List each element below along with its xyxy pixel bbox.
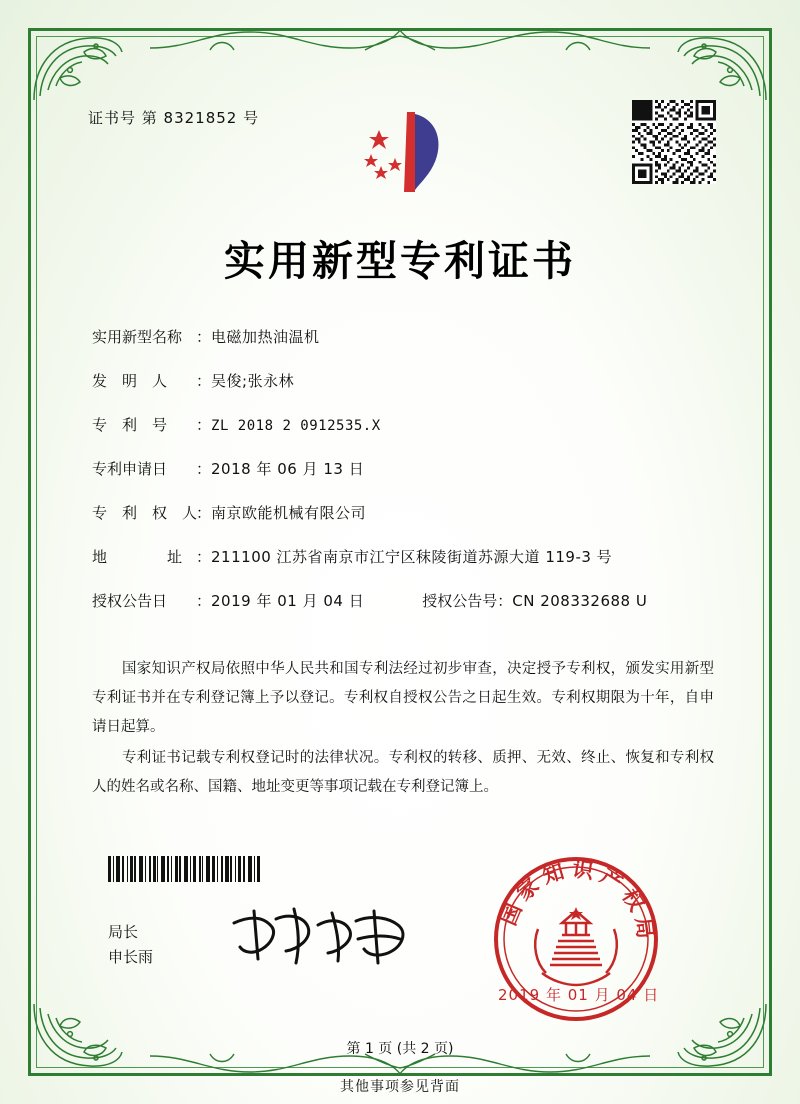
qr-code [632,100,716,184]
seal-text: 国家知识产权局 [495,855,660,946]
field-value: 电磁加热油温机 [211,328,320,346]
field-label: 地 址 [92,548,183,566]
field-row-patentee [92,502,712,523]
footer-note: 其他事项参见背面 [340,1079,460,1095]
field-row-inventor [92,370,712,391]
paragraph-2: 专利证书记载专利权登记时的法律状况。专利权的转移、质押、无效、终止、恢复和专利权人的姓名或名称、国籍、地址变更等事项记载在专利登记簿上。 [92,750,714,795]
field-colon: ： [196,416,212,434]
corner-ornament-top-right [674,30,770,104]
legal-text-body [92,655,714,804]
field-label: 专 利 权 人 [92,504,198,522]
field-colon: ： [196,328,212,346]
field-row-application-date [92,458,712,479]
field-colon: ： [497,592,513,610]
paragraph-1: 国家知识产权局依照中华人民共和国专利法经过初步审查，决定授予专利权，颁发实用新型专利证书并在专利登记簿上予以登记。专利权自授权公告之日起生效。专利权期限为十年，自申请日起算。 [92,661,714,735]
field-label-grant-date: 授权公告日 [92,592,168,610]
corner-ornament-bottom-left [30,1000,126,1074]
barcode [108,856,298,882]
signature-role-label: 局长 [108,923,139,941]
field-colon: ： [196,592,212,610]
page-title: 实用新型专利证书 [224,237,576,285]
field-colon: ： [196,504,212,522]
top-edge-flourish-ornament [150,26,650,56]
handwritten-signature-icon [228,905,418,969]
sipo-logo-icon [355,100,455,200]
certificate-number: 证书号 第 8321852 号 [88,109,260,127]
field-value: ZL 2018 2 0912535.X [211,418,381,434]
field-value-grant-date: 2019 年 01 月 04 日 [211,592,365,610]
field-value: 211100 江苏省南京市江宁区秣陵街道苏源大道 119-3 号 [211,548,613,566]
page-number: 第 1 页 (共 2 页) [346,1041,454,1057]
field-value: 吴俊;张永林 [211,372,295,390]
field-label: 专 利 号 [92,416,168,434]
field-row-address [92,546,712,567]
field-label: 实用新型名称 [92,328,183,346]
patent-fields-list [92,326,712,634]
field-colon: ： [196,460,212,478]
signature-block [108,920,153,970]
field-colon: ： [196,548,212,566]
seal-date: 2019 年 01 月 04 日 [498,986,660,1004]
field-value: 2018 年 06 月 13 日 [211,460,365,478]
field-label: 专利申请日 [92,460,168,478]
field-value-grant-number: CN 208332688 U [512,592,648,610]
field-value: 南京欧能机械有限公司 [211,504,367,522]
field-row-grant-publication [92,590,712,611]
field-label: 发 明 人 [92,372,168,390]
corner-ornament-top-left [30,30,126,104]
field-colon: ： [196,372,212,390]
field-row-patent-number [92,414,712,435]
signature-name-label: 申长雨 [108,948,154,966]
field-label-grant-number: 授权公告号 [422,592,498,610]
corner-ornament-bottom-right [674,1000,770,1074]
field-row-utility-model-name [92,326,712,347]
